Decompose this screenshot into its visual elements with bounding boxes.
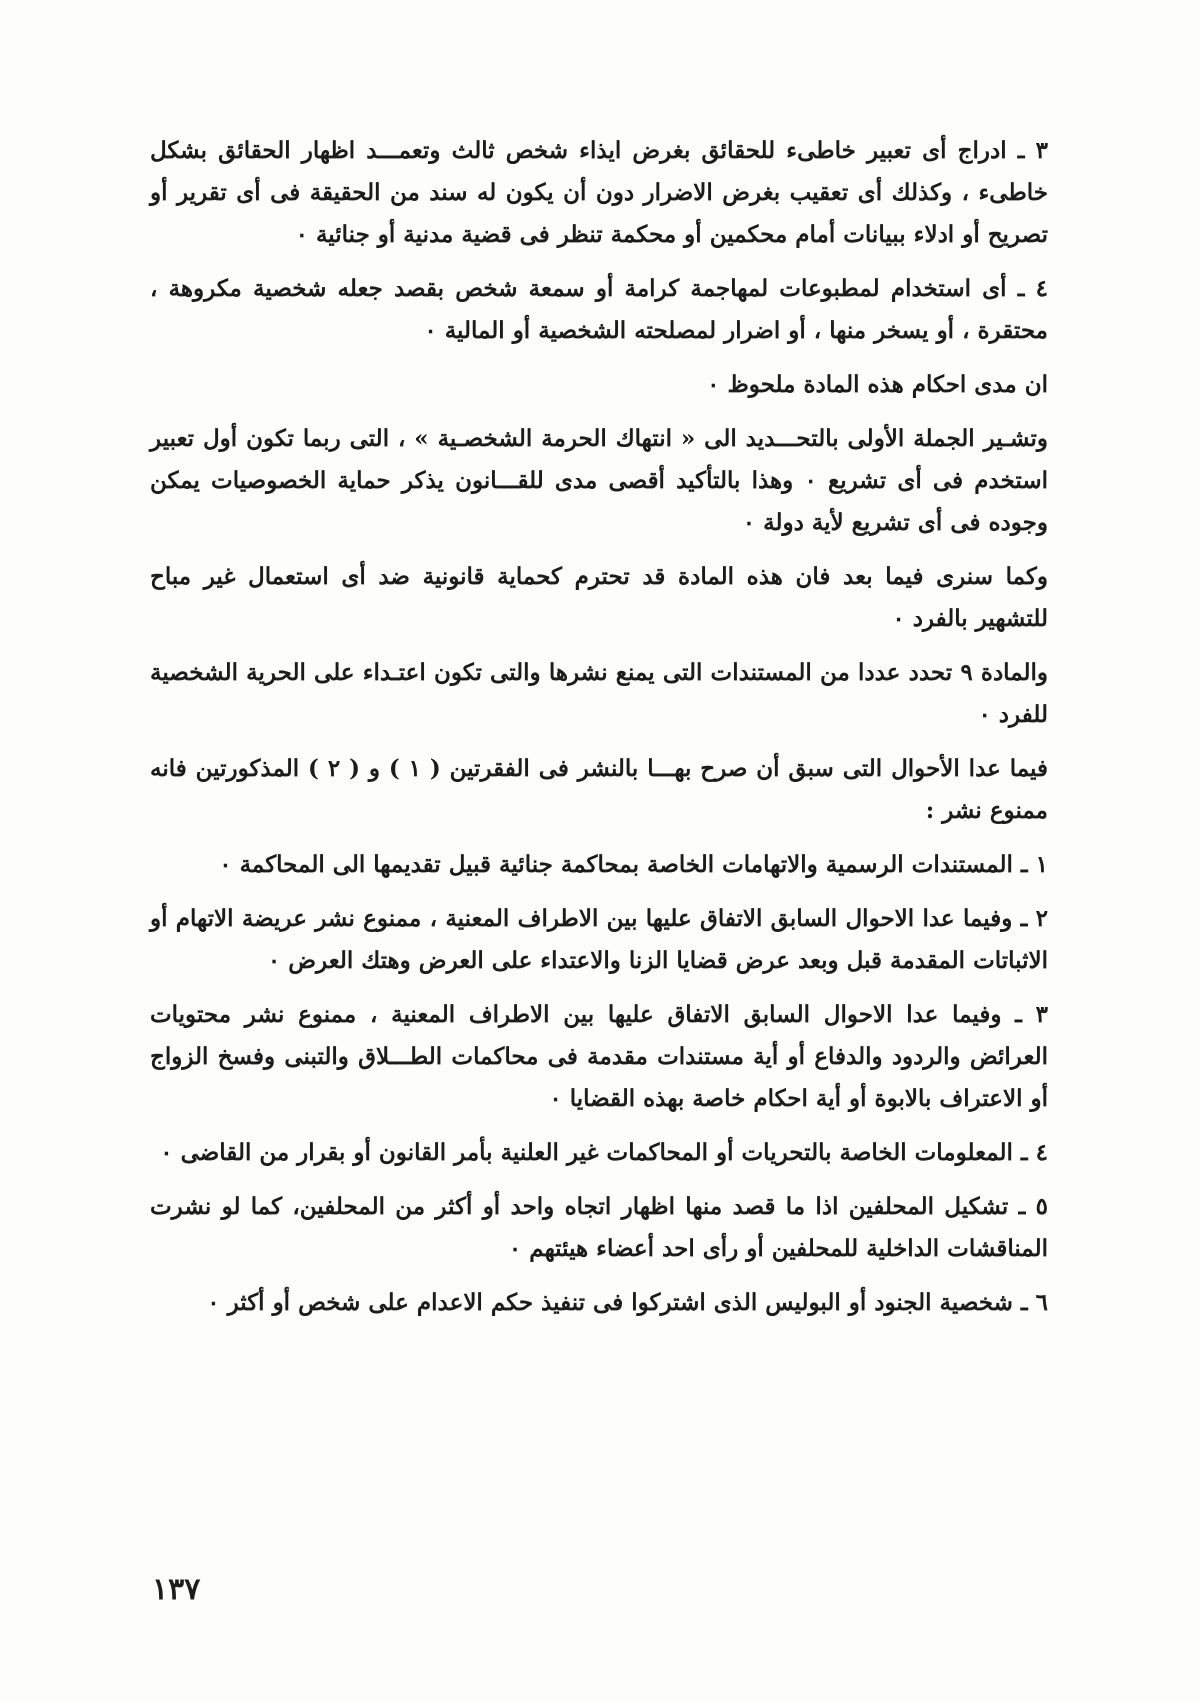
list-item-4: ٤ ـ المعلومات الخاصة بالتحريات أو المحاكمات غير العلنية بأمر القانون أو بقرار من القاضى ٠ [160, 1139, 1048, 1166]
paragraph-item-4: ٤ ـ أى استخدام لمطبوعات لمهاجمة كرامة أو سمعة شخص بقصد جعله شخصية مكروهة ، محتقرة ، أو يسخر منها ، أو اضرار لمصلحته الشخصية أو المالية ٠ [150, 275, 1048, 344]
list-item-3: ٣ ـ وفيما عدا الاحوال السابق الاتفاق عليها بين الاطراف المعنية ، ممنوع نشر محتويات العرائض والردود والدفاع أو أية مستندات مقدمة فى محاكمات الطـــلاق والتبنى وفسخ الزواج أو الاعتراف بالابوة أو أية احكام خاصة بهذه القضايا ٠ [150, 1001, 1048, 1112]
paragraph-as-we-will-see: وكما سنرى فيما بعد فان هذه المادة قد تحترم كحماية قانونية ضد أى استعمال غير مباح للتشهير بالفرد ٠ [150, 563, 1048, 632]
list-item-5: ٥ ـ تشكيل المحلفين اذا ما قصد منها اظهار اتجاه واحد أو أكثر من المحلفين، كما لو نشرت المناقشات الداخلية للمحلفين أو رأى احد أعضاء هيئتهم ٠ [150, 1193, 1048, 1262]
paragraph-scope-note: ان مدى احكام هذه المادة ملحوظ ٠ [707, 371, 1048, 398]
list-item-6: ٦ ـ شخصية الجنود أو البوليس الذى اشتركوا فى تنفيذ حكم الاعدام على شخص أو أكثر ٠ [207, 1289, 1048, 1316]
paragraph-first-sentence: وتشـير الجملة الأولى بالتحـــديد الى « انتهاك الحرمة الشخصـية » ، التى ربما تكون أول تعبير استخدم فى أى تشريع ٠ وهذا بالتأكيد أقصى مدى للقـــانون يذكر حماية الخصوصيات يمكن وجوده فى أى تشريع لأية دولة ٠ [150, 425, 1049, 536]
paragraph-article-9: والمادة ٩ تحدد عددا من المستندات التى يمنع نشرها والتى تكون اعتـداء على الحرية الشخصية للفرد ٠ [150, 659, 1048, 728]
paragraph-item-3: ٣ ـ ادراج أى تعبير خاطىء للحقائق بغرض ايذاء شخص ثالث وتعمـــد اظهار الحقائق بشكل خاطىء ، وكذلك أى تعقيب بغرض الاضرار دون أن يكون له سند من الحقيقة فى أى تقرير أو تصريح أو ادلاء ببيانات أمام محكمين أو محكمة تنظر فى قضية مدنية أو جنائية ٠ [150, 137, 1048, 248]
paragraph-prohibited-intro: فيما عدا الأحوال التى سبق أن صرح بهـــا بالنشر فى الفقرتين ( ١ ) و ( ٢ ) المذكورتين فانه ممنوع نشر : [150, 755, 1048, 824]
page-number: ١٣٧ [152, 1572, 201, 1607]
body-text [150, 130, 1048, 1336]
list-item-2: ٢ ـ وفيما عدا الاحوال السابق الاتفاق عليها بين الاطراف المعنية ، ممنوع نشر عريضة الاتهام أو الاثباتات المقدمة قبل وبعد عرض قضايا الزنا والاعتداء على العرض وهتك العرض ٠ [150, 905, 1048, 974]
list-item-1: ١ ـ المستندات الرسمية والاتهامات الخاصة بمحاكمة جنائية قبيل تقديمها الى المحاكمة ٠ [219, 851, 1048, 878]
